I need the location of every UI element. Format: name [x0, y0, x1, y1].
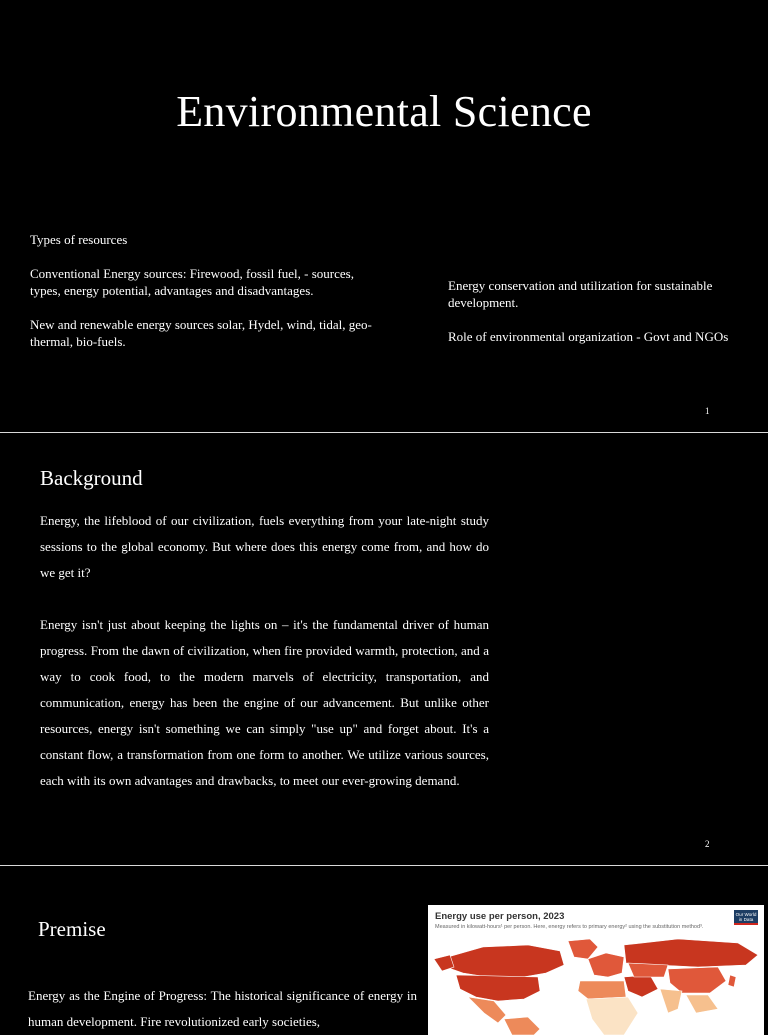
paragraph: Energy, the lifeblood of our civilization, fuels everything from your late-night study sessions to the global economy. But where does this energy come from, and how do we get it?: [40, 513, 489, 580]
slide-1: [0, 0, 768, 432]
energy-map-figure: [428, 905, 764, 1035]
page-number: 2: [705, 839, 710, 849]
left-topic-list: [30, 231, 385, 367]
map-region-central-asia: [628, 963, 668, 977]
topic-item: Types of resources: [30, 232, 128, 247]
map-region-europe: [588, 953, 624, 977]
paragraph: Energy as the Engine of Progress: The historical significance of energy in human development. Fire revolutionized early societies,: [28, 988, 417, 1029]
map-region-russia: [624, 939, 758, 967]
owid-logo: Our World in Data: [734, 910, 758, 925]
map-region-southeast-asia: [686, 995, 718, 1013]
map-subtitle: Measured in kilowatt-hours¹ per person. Here, energy refers to primary energy² using the substitution method³.: [435, 924, 704, 930]
background-text: [40, 508, 489, 820]
map-region-sub-saharan-africa: [586, 997, 638, 1035]
map-region-north-africa: [578, 981, 626, 999]
topic-item: Energy conservation and utilization for sustainable development.: [448, 278, 713, 310]
slide-heading: Premise: [38, 917, 106, 941]
topic-item: Role of environmental organization - Govt and NGOs: [448, 329, 729, 344]
paragraph: Energy isn't just about keeping the lights on – it's the fundamental driver of human progress. From the dawn of civilization, when fire provided warmth, protection, and a way to cook food, to the modern marvels of electricity, transportation, and communication, energy has been the engine of our advancement. But unlike other resources, energy isn't something we can simply "use up" and forget about. It's a constant flow, a transformation from one form to another. We utilize various sources, each with its own advantages and drawbacks, to meet our ever-growing demand.: [40, 617, 489, 788]
map-region-greenland: [568, 939, 598, 959]
right-topic-list: [448, 277, 766, 362]
map-region-south-america: [504, 1017, 540, 1035]
map-title: Energy use per person, 2023: [435, 911, 565, 922]
topic-item: New and renewable energy sources solar, Hydel, wind, tidal, geo-thermal, bio-fuels.: [30, 317, 372, 349]
topic-item: Conventional Energy sources: Firewood, fossil fuel, - sources, types, energy potential, advantages and disadvantages.: [30, 266, 354, 298]
map-region-japan: [728, 975, 736, 987]
slide-heading: Background: [40, 466, 143, 490]
slide-title: Environmental Science: [176, 87, 592, 136]
page-number: 1: [705, 406, 710, 416]
map-region-canada: [446, 945, 564, 977]
map-region-india: [660, 989, 682, 1013]
map-region-middle-east: [624, 975, 658, 997]
map-region-china: [668, 967, 726, 993]
world-map: [428, 933, 764, 1035]
premise-text: [28, 983, 417, 1035]
